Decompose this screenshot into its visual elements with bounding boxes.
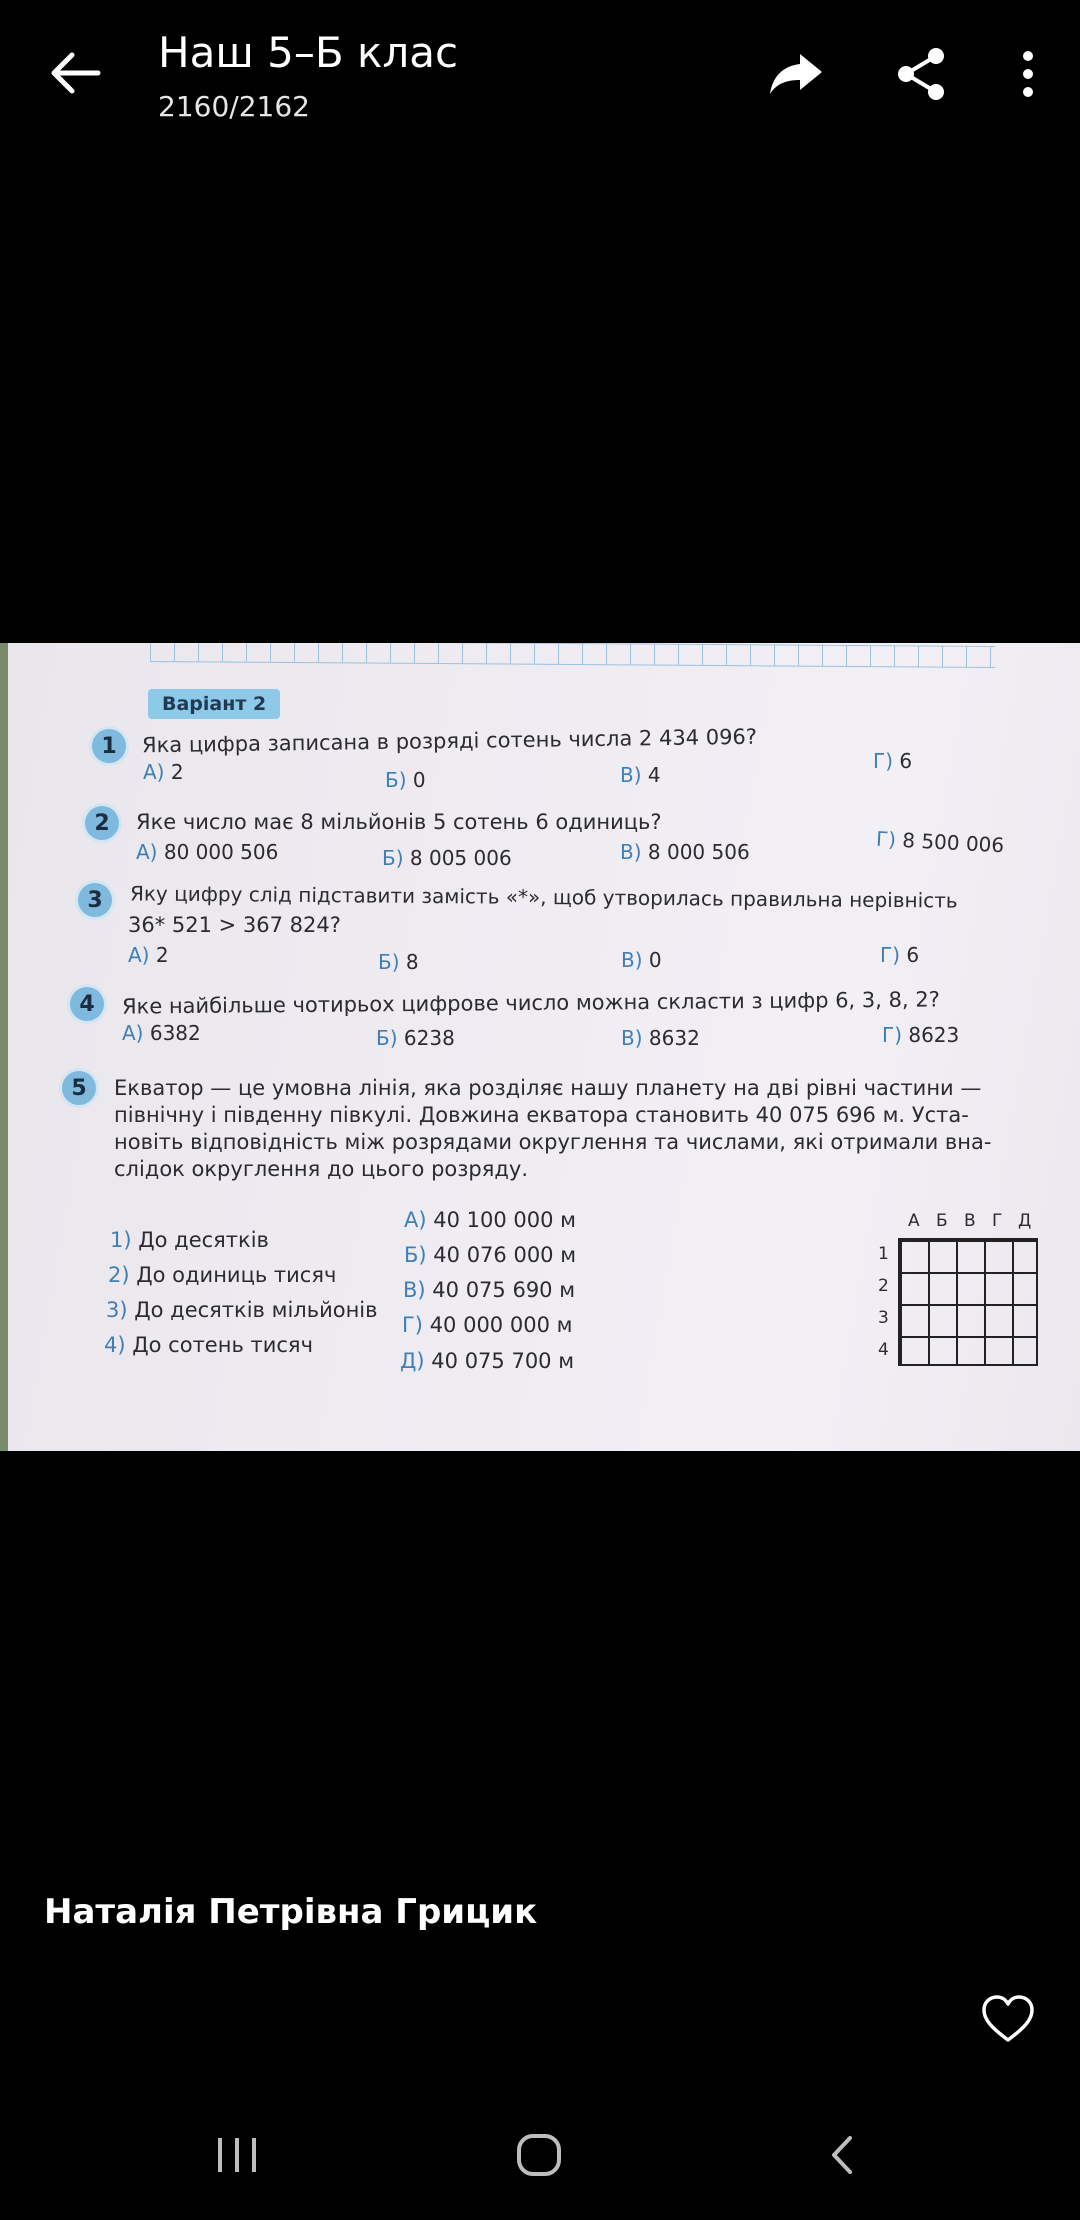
question-text: Яка цифра записана в розряді сотень числа 2 434 096?: [141, 724, 758, 758]
grid-column-label: Д: [1018, 1211, 1032, 1231]
system-navigation-bar: [0, 2110, 1080, 2200]
like-button[interactable]: [980, 1992, 1036, 2048]
option: В) 0: [621, 948, 662, 972]
forward-arrow-icon: [764, 42, 828, 106]
option: В) 8632: [621, 1026, 700, 1050]
variant-badge: Варіант 2: [148, 689, 280, 719]
back-button[interactable]: [40, 38, 110, 108]
grid-row-label: 4: [878, 1340, 889, 1360]
chevron-left-icon: [820, 2132, 864, 2178]
option: Б) 6238: [376, 1026, 455, 1050]
match-item: 1) До десятків: [110, 1228, 269, 1252]
forward-button[interactable]: [758, 36, 834, 112]
question-number: 2: [85, 806, 119, 840]
home-button[interactable]: [514, 2132, 564, 2178]
match-item: 3) До десятків мільйонів: [106, 1298, 378, 1322]
grid-column-label: Б: [936, 1211, 948, 1231]
option: А) 80 000 506: [136, 840, 279, 864]
option: Г) 8 500 006: [875, 826, 1005, 858]
nav-back-button[interactable]: [820, 2132, 864, 2178]
grid-row-label: 3: [878, 1308, 889, 1328]
top-app-bar: [0, 0, 1080, 150]
more-vertical-icon: [1013, 44, 1043, 104]
grid-row-label: 2: [878, 1276, 889, 1296]
grid-row-label: 1: [878, 1244, 889, 1264]
option: В) 4: [620, 763, 661, 787]
grid-column-label: В: [964, 1211, 976, 1231]
option: Г) 6: [880, 943, 920, 967]
worksheet-photo[interactable]: [0, 643, 1080, 1451]
answer-grid: [898, 1238, 1038, 1366]
arrow-left-icon: [40, 38, 110, 108]
option: Б) 0: [385, 768, 426, 792]
chat-title: Наш 5–Б клас: [158, 28, 459, 77]
option: Б) 8 005 006: [382, 846, 512, 870]
option: А) 2: [143, 760, 184, 784]
option: А) 2: [128, 943, 169, 967]
match-value: Д) 40 075 700 м: [400, 1349, 575, 1373]
match-value: Б) 40 076 000 м: [404, 1243, 577, 1267]
match-value: В) 40 075 690 м: [403, 1278, 576, 1302]
grid-column-label: А: [908, 1211, 920, 1231]
question-text: Яку цифру слід підставити замість «*», щоб утворилась правильна нерівність: [129, 881, 958, 913]
grid-column-label: Г: [992, 1211, 1003, 1231]
match-item: 2) До одиниць тисяч: [108, 1263, 337, 1287]
image-counter: 2160/2162: [158, 90, 310, 123]
question-number: 1: [92, 729, 126, 763]
share-icon: [892, 44, 952, 104]
match-item: 4) До сотень тисяч: [104, 1333, 313, 1357]
question-number: 3: [78, 883, 112, 917]
heart-icon: [980, 1992, 1036, 2048]
question-text-line2: 36* 521 > 367 824?: [128, 913, 341, 937]
recent-apps-icon: [212, 2132, 262, 2178]
question-text: Яке найбільше чотирьох цифрове число можна скласти з цифр 6, 3, 8, 2?: [121, 987, 940, 1019]
grid-strip: [150, 643, 995, 668]
match-value: Г) 40 000 000 м: [402, 1313, 573, 1337]
question-number: 5: [62, 1071, 96, 1105]
share-button[interactable]: [884, 36, 960, 112]
question-text: Екватор — це умовна лінія, яка розділяє нашу планету на дві рівні частини — північну і південну півкулі. Довжина екватора становить 40 075 696 м. Уста- новіть відповідність між розрядами округлення та числами, які отримали вна- слідок округлення до цього розряду.: [114, 1076, 992, 1181]
option: Г) 8623: [882, 1023, 960, 1047]
question-number: 4: [70, 987, 104, 1021]
option: Б) 8: [378, 950, 419, 974]
match-value: А) 40 100 000 м: [404, 1208, 577, 1232]
home-icon: [514, 2132, 564, 2178]
more-options-button[interactable]: [990, 36, 1066, 112]
recent-apps-button[interactable]: [212, 2132, 262, 2178]
option: Г) 6: [873, 749, 913, 773]
option: А) 6382: [122, 1021, 201, 1045]
question-text: Яке число має 8 мільйонів 5 сотень 6 одиниць?: [136, 810, 662, 834]
author-name: Наталія Петрівна Грицик: [44, 1892, 538, 1932]
option: В) 8 000 506: [620, 840, 750, 864]
